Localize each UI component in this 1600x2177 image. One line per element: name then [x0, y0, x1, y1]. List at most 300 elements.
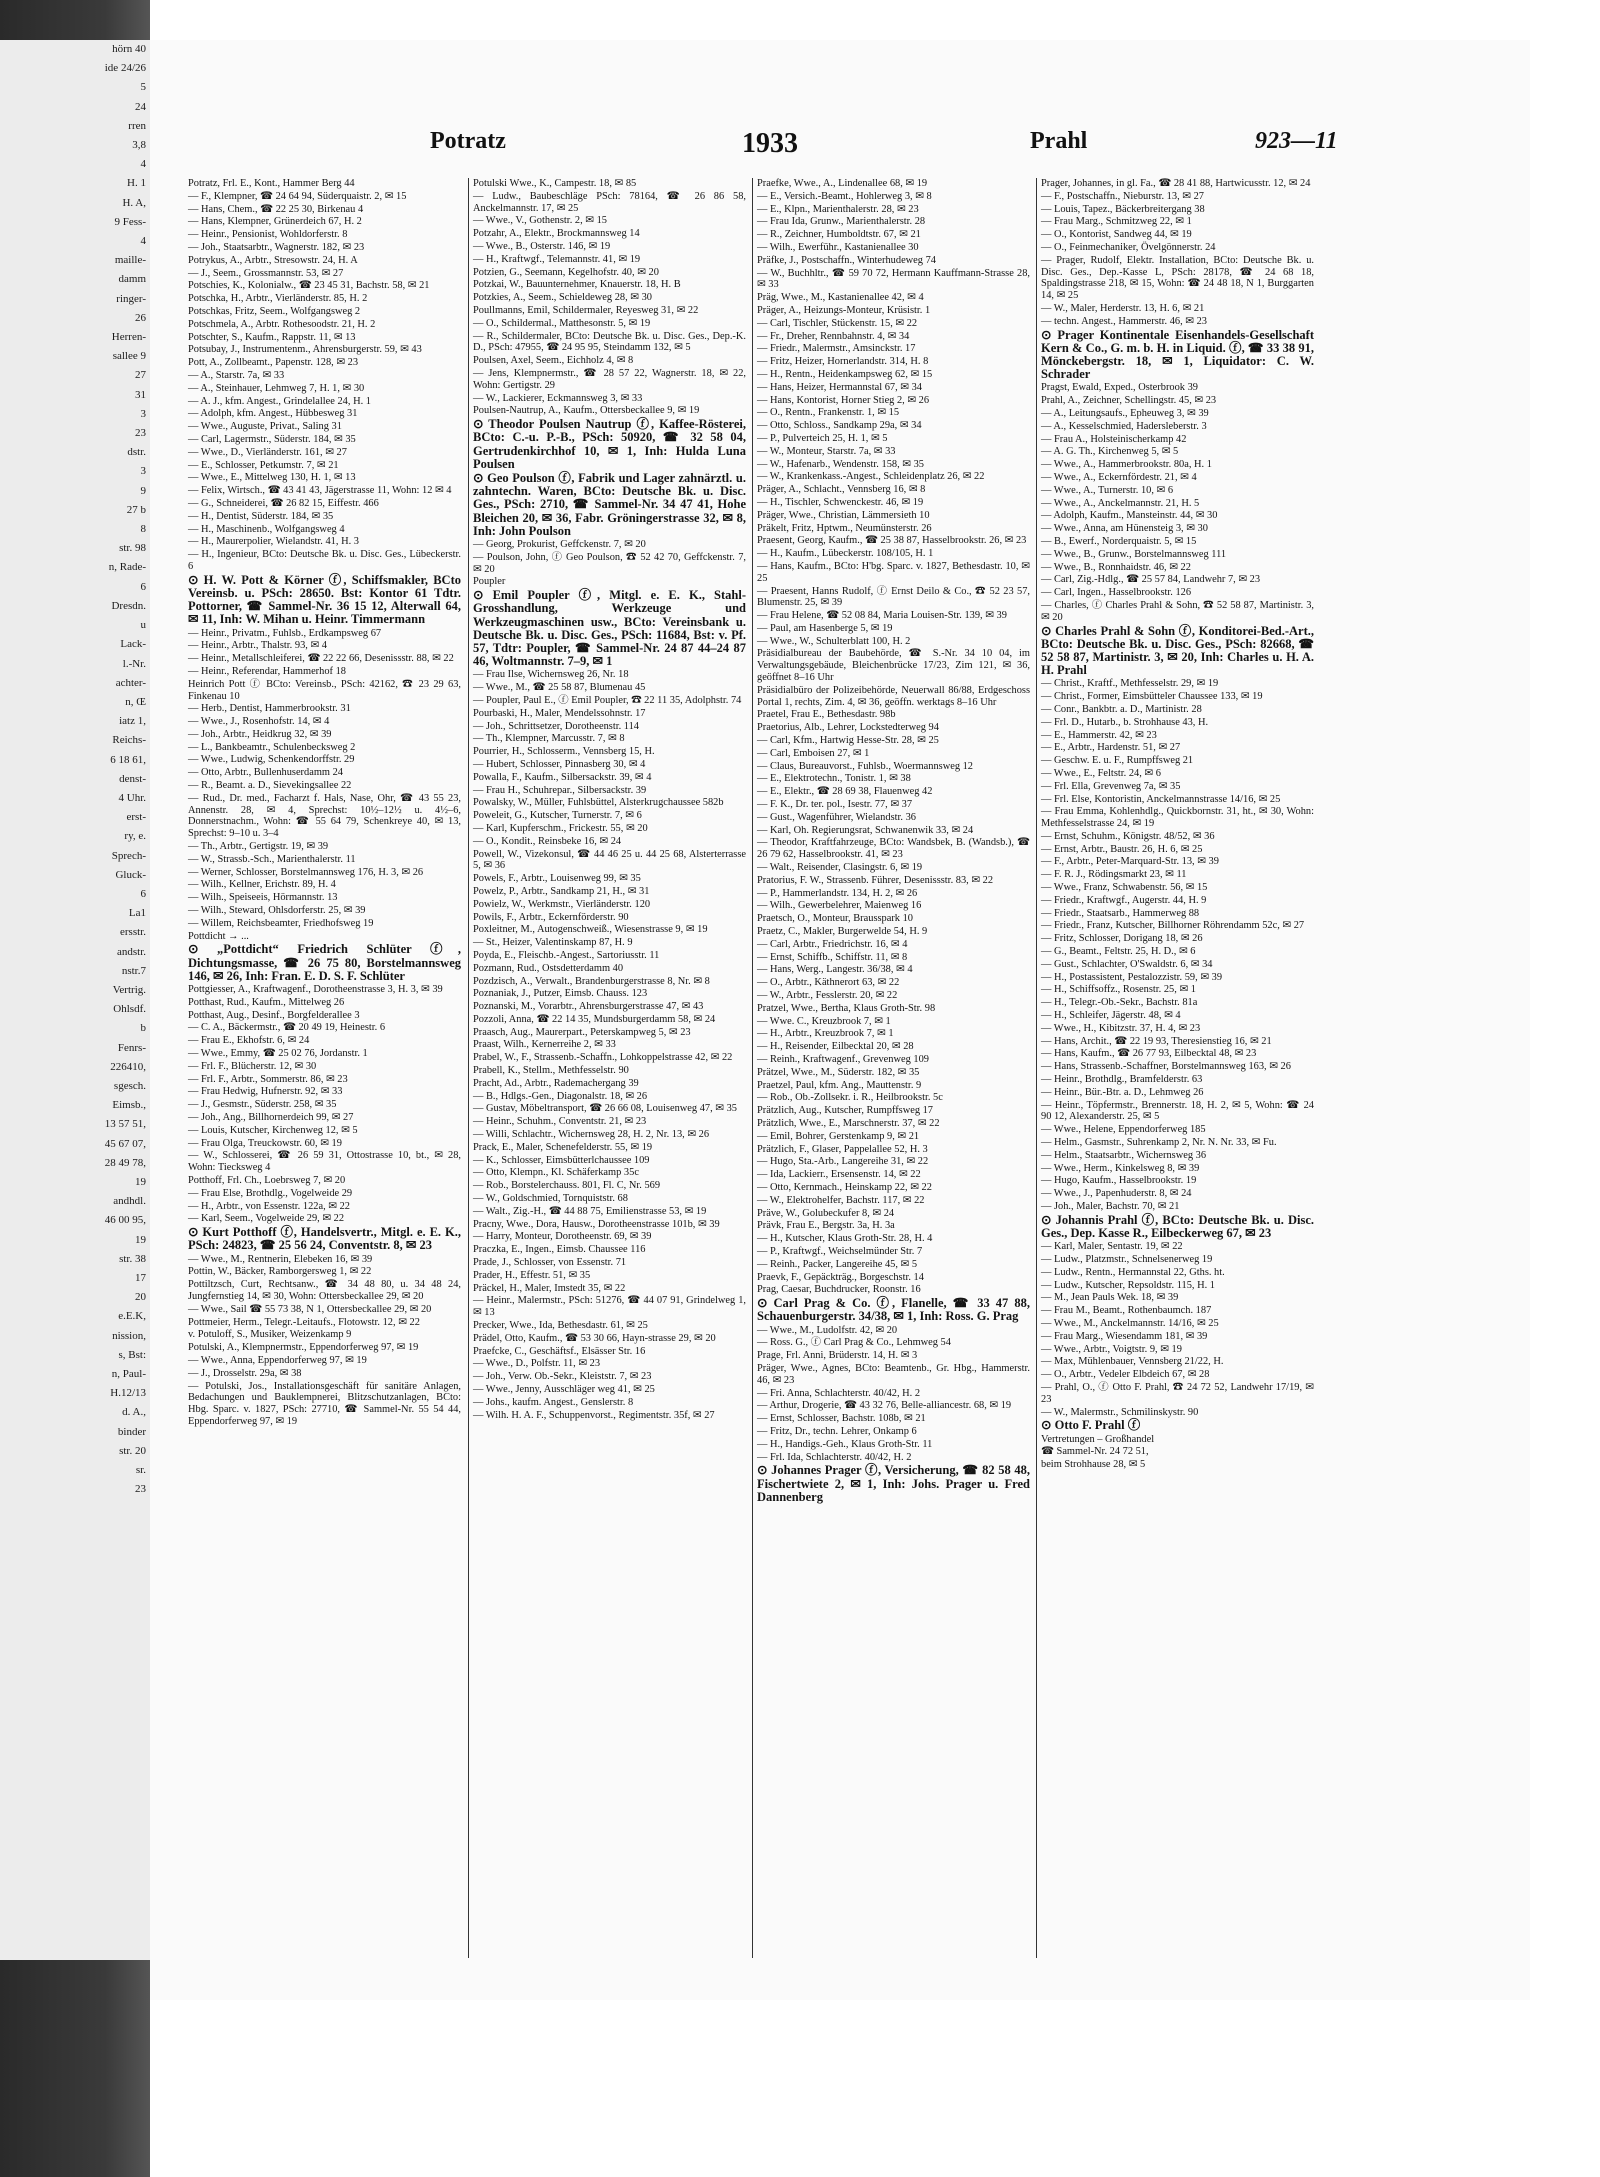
directory-entry: Pozdzisch, A., Verwalt., Brandenburgerstrasse 8, Nr. ✉ 8 [473, 975, 710, 987]
adjacent-page-fragment: ringer- [116, 292, 146, 305]
directory-entry: — Friedr., Franz, Kutscher, Billhorner Röhrendamm 52c, ✉ 27 [1041, 920, 1305, 932]
directory-entry: — Prager, Rudolf, Elektr. Installation, BCto: Deutsche Bk. u. Disc. Ges., Dep.-Kasse L, PSch: 28178, ☎ 24 68 18, Spaldingstrasse 218, ✉ 15, Wohn: ☎ 24 48 18, N 1, Burggarten 14, ✉ 25 [1041, 254, 1314, 302]
directory-entry: — Heinr., Schuhm., Conventstr. 21, ✉ 23 [473, 1116, 647, 1128]
directory-entry: — O., Arbtr., Vedeler Elbdeich 67, ✉ 28 [1041, 1369, 1210, 1381]
adjacent-page-fragment: 27 [135, 369, 146, 382]
adjacent-page-fragment: Dresdn. [111, 599, 146, 612]
directory-entry: — Wwe., Ludwig, Schenkendorffstr. 29 [188, 754, 355, 766]
directory-entry: — W., Malermstr., Schmilinskystr. 90 [1041, 1406, 1199, 1418]
directory-entry: Potratz, Frl. E., Kont., Hammer Berg 44 [188, 178, 355, 189]
directory-entry: — B., Ewerf., Norderquaistr. 5, ✉ 15 [1041, 535, 1197, 547]
directory-entry: ⊙ Otto F. Prahl ⓕ [1041, 1418, 1141, 1433]
directory-entry: Poulsen, Axel, Seem., Eichholz 4, ✉ 8 [473, 355, 634, 367]
directory-entry: — Ernst, Schiffb., Schiffstr. 11, ✉ 8 [757, 951, 908, 963]
directory-entry: — Fri. Anna, Schlachterstr. 40/42, H. 2 [757, 1387, 921, 1399]
directory-entry: Potzien, G., Seemann, Kegelhofstr. 40, ✉ 20 [473, 266, 659, 278]
directory-entry: — Wwe., Herm., Kinkelsweg 8, ✉ 39 [1041, 1162, 1200, 1174]
directory-entry: — R., Beamt. a. D., Sievekingsallee 22 [188, 780, 352, 792]
directory-entry: Powels, F., Arbtr., Louisenweg 99, ✉ 35 [473, 873, 641, 885]
directory-entry: — Wwe., Anna, Eppendorferweg 97, ✉ 19 [188, 1354, 367, 1366]
directory-entry: ⊙ Johannis Prahl ⓕ, BCto: Deutsche Bk. u. Disc. Ges., Dep. Kasse R., Eilbeckerweg 67, ✉ 23 [1041, 1212, 1314, 1240]
directory-entry: — H., Arbtr., von Essenstr. 122a, ✉ 22 [188, 1200, 350, 1212]
directory-entry: — Wwe., Jenny, Ausschläger weg 41, ✉ 25 [473, 1384, 655, 1395]
directory-entry: Potschter, S., Kaufm., Rappstr. 11, ✉ 13 [188, 331, 356, 343]
adjacent-page-fragment: Reichs- [112, 734, 146, 747]
adjacent-page-fragment: 6 [140, 887, 146, 900]
adjacent-page-fragment: 26 [135, 311, 146, 324]
directory-entry: — W., Strassb.-Sch., Marienthalerstr. 11 [188, 853, 356, 865]
adjacent-page-fragment: ersstr. [120, 926, 146, 939]
directory-entry: — Heinr., Metallschleiferei, ☎ 22 22 66, Desenissstr. 88, ✉ 22 [188, 653, 454, 665]
directory-entry: — H., Reisender, Eilbecktal 20, ✉ 28 [757, 1041, 914, 1053]
directory-entry: — K., Schlosser, Eimsbütterlchaussee 109 [473, 1154, 650, 1166]
adjacent-page-fragment: 27 b [126, 503, 146, 516]
directory-entry: — Conr., Bankbtr. a. D., Martinistr. 28 [1041, 703, 1202, 715]
directory-entry: — Georg, Prokurist, Geffckenstr. 7, ✉ 20 [473, 538, 646, 550]
adjacent-page-fragment: 226410, [110, 1060, 146, 1073]
directory-entry: — P., Hammerlandstr. 134, H. 2, ✉ 26 [757, 887, 918, 899]
directory-entry: — F. R. J., Rödingsmarkt 23, ✉ 11 [1041, 869, 1187, 881]
adjacent-page-fragment: 28 49 78, [104, 1156, 146, 1169]
directory-column-2 [468, 178, 749, 1958]
adjacent-page-fragment: 9 Fess- [114, 215, 146, 228]
directory-entry: — Joh., Arbtr., Heidkrug 32, ✉ 39 [188, 728, 332, 740]
directory-entry: ⊙ Johannes Prager ⓕ, Versicherung, ☎ 82 58 48, Fischertwiete 2, ✉ 1, Inh: Johs. Prager u. Fred Dannenberg [757, 1463, 1030, 1504]
directory-entry: — H., Kraftwgf., Telemannstr. 41, ✉ 19 [473, 253, 641, 265]
directory-entry: — Jens, Klempnermstr., ☎ 28 57 22, Wagnerstr. 18, ✉ 22, Wohn: Gertigstr. 29 [473, 367, 746, 391]
directory-entry: ⊙ Carl Prag & Co. ⓕ, Flanelle, ☎ 33 47 88, Schauenburgerstr. 34/38, ✉ 1, Inh: Ross. G. Prag [757, 1296, 1030, 1324]
adjacent-page-fragment: 23 [135, 427, 146, 440]
adjacent-page-fragment: ry, e. [124, 830, 146, 843]
directory-entry: Pottmeier, Herm., Telegr.-Leitaufs., Flotowstr. 12, ✉ 22 [188, 1316, 420, 1328]
directory-entry: — L., Bankbeamtr., Schulenbecksweg 2 [188, 741, 356, 753]
directory-entry: ☎ Sammel-Nr. 24 72 51, [1041, 1446, 1149, 1458]
directory-entry: Pratzel, Wwe., Bertha, Klaus Groth-Str. 98 [757, 1002, 936, 1014]
directory-entry: — Wwe., M., ☎ 25 58 87, Blumenau 45 [473, 682, 646, 694]
directory-entry: — Frau M., Beamt., Rothenbaumch. 187 [1041, 1305, 1212, 1317]
directory-entry: — Wwe., J., Papenhuderstr. 8, ✉ 24 [1041, 1188, 1192, 1200]
directory-entry: Poznaniak, J., Putzer, Eimsb. Chauss. 123 [473, 988, 648, 1000]
directory-entry: Prätzlich, Aug., Kutscher, Rumpffsweg 17 [757, 1105, 934, 1117]
directory-entry: — Wwe., B., Ronnhaidstr. 46, ✉ 22 [1041, 561, 1191, 573]
directory-entry: — Joh., Staatsarbtr., Wagnerstr. 182, ✉ 23 [188, 241, 365, 253]
directory-entry: — G., Schneiderei, ☎ 26 82 15, Eiffestr. 466 [188, 497, 379, 509]
directory-entry: Potschmela, A., Arbtr. Rothesoodstr. 21, H. 2 [188, 318, 376, 330]
directory-entry: — Wwe., B., Osterstr. 146, ✉ 19 [473, 240, 611, 252]
directory-entry: Praetorius, Alb., Lehrer, Lockstedterweg 94 [757, 722, 939, 734]
directory-entry: — Karl, Oh. Regierungsrat, Schwanenwik 33, ✉ 24 [757, 824, 974, 836]
directory-entry: — J., Drosselstr. 29a, ✉ 38 [188, 1367, 302, 1379]
directory-entry: — C. A., Bäckermstr., ☎ 20 49 19, Heinestr. 6 [188, 1022, 386, 1034]
directory-entry: Poupler [473, 576, 506, 588]
directory-entry: ⊙ „Pottdicht“ Friedrich Schlüter ⓕ, Dichtungsmasse, ☎ 26 75 80, Borstelmannsweg 146, ✉ 26, Inh: Fran. E. D. S. F. Schlüter [188, 942, 461, 983]
directory-entry: — H., Handigs.-Geh., Klaus Groth-Str. 11 [757, 1438, 933, 1450]
directory-entry: — Wwe., D., Vierländerstr. 161, ✉ 27 [188, 446, 347, 458]
adjacent-page-fragment: Gluck- [115, 868, 146, 881]
directory-entry: Potschies, K., Kolonialw., ☎ 23 45 31, Bachstr. 58, ✉ 21 [188, 280, 430, 292]
directory-entry: — H., Tischler, Schwenckestr. 46, ✉ 19 [757, 496, 924, 508]
directory-entry: Prage, Frl. Anni, Brüderstr. 14, H. ✉ 3 [757, 1350, 918, 1362]
adjacent-page-fragment: 5 [140, 81, 146, 94]
directory-entry: — Heinr., Töpfermstr., Brennerstr. 18, H. 2, ✉ 5, Wohn: ☎ 24 90 12, Alexanderstr. 25, ✉ 5 [1041, 1099, 1314, 1123]
directory-entry: — Wwe., H., Kibitzstr. 37, H. 4, ✉ 23 [1041, 1022, 1201, 1034]
directory-column-1 [184, 178, 464, 1958]
directory-entry: Powalla, F., Kaufm., Silbersackstr. 39, ✉ 4 [473, 771, 652, 783]
directory-entry: — Wilh., Kellner, Erichstr. 89, H. 4 [188, 879, 336, 891]
directory-entry: — H., Rentn., Heidenkampsweg 62, ✉ 15 [757, 368, 933, 380]
header-first-name: Potratz [430, 128, 506, 154]
directory-entry: — Poulson, John, ⓕ Geo Poulson, ☎ 52 42 70, Geffckenstr. 7, ✉ 20 [473, 551, 746, 575]
adjacent-page-fragment: ide 24/26 [104, 62, 146, 75]
directory-entry: — Frl. F., Arbtr., Sommerstr. 86, ✉ 23 [188, 1073, 348, 1085]
directory-entry: — Willi, Schlachtr., Wichernsweg 28, H. 2, Nr. 13, ✉ 26 [473, 1129, 710, 1141]
directory-entry: Potzahr, A., Elektr., Brockmannsweg 14 [473, 228, 640, 240]
directory-entry: — Ludw., Baubeschläge PSch: 78164, ☎ 26 86 58, Anckelmannstr. 17, ✉ 25 [473, 190, 746, 214]
directory-entry: — Joh., Ang., Billhornerdeich 99, ✉ 27 [188, 1112, 354, 1124]
directory-entry: — Friedr., Malermstr., Amsinckstr. 17 [757, 343, 916, 355]
directory-entry: — Frau Emma, Kohlenhdlg., Quickbornstr. 31, ht., ✉ 30, Wohn: Methfesselstrasse 24, ✉ 19 [1041, 806, 1314, 830]
directory-entry: Potschkas, Fritz, Seem., Wolfgangsweg 2 [188, 305, 361, 317]
directory-entry: — O., Feinmechaniker, Övelgönnerstr. 24 [1041, 241, 1216, 253]
directory-entry: — Joh., Schrittsetzer, Dorotheenstr. 114 [473, 720, 639, 732]
directory-entry: — Helm., Gasmstr., Suhrenkamp 2, Nr. N. Nr. 33, ✉ Fu. [1041, 1137, 1277, 1149]
directory-entry: — Christ., Former, Eimsbütteler Chaussee 133, ✉ 19 [1041, 691, 1263, 703]
directory-entry: — A. J., kfm. Angest., Grindelallee 24, H. 1 [188, 395, 371, 407]
directory-entry: — Paul, am Hasenberge 5, ✉ 19 [757, 622, 893, 634]
directory-entry: — Frau Hedwig, Hufnerstr. 92, ✉ 33 [188, 1086, 343, 1098]
directory-entry: ⊙ Prager Kontinentale Eisenhandels-Gesellschaft Kern & Co., G. m. b. H. in Liquid. ⓕ, ☎ 33 38 91, Mönckebergstr. 18, ✉ 1, Liquidator: C. W. Schrader [1041, 327, 1314, 382]
directory-entry: — H., Postassistent, Pestalozzistr. 59, ✉ 39 [1041, 971, 1223, 983]
directory-entry: Poyda, E., Fleischb.-Angest., Sartoriusstr. 11 [473, 949, 660, 961]
directory-entry: — Frl. Ella, Grevenweg 7a, ✉ 35 [1041, 780, 1181, 792]
directory-entry: — J., Gesmstr., Süderstr. 258, ✉ 35 [188, 1099, 337, 1111]
directory-entry: Präkelt, Fritz, Hptwm., Neumünsterstr. 26 [757, 522, 932, 534]
directory-entry: Powelz, P., Arbtr., Sandkamp 21, H., ✉ 31 [473, 885, 650, 897]
directory-entry: — Johs., kaufm. Angest., Genslerstr. 8 [473, 1396, 634, 1408]
directory-entry: Poulsen-Nautrup, A., Kaufm., Ottersbeckallee 9, ✉ 19 [473, 405, 700, 417]
directory-entry: Poxleitner, M., Autogenschweiß., Wiesenstrasse 9, ✉ 19 [473, 924, 708, 936]
directory-entry: — Gust., Wagenführer, Wielandstr. 36 [757, 811, 916, 823]
directory-entry: — Hans, Strassenb.-Schaffner, Borstelmannsweg 163, ✉ 26 [1041, 1061, 1291, 1073]
directory-entry: — Frl. F., Blücherstr. 12, ✉ 30 [188, 1060, 317, 1072]
directory-entry: — Wwe. C., Kreuzbrook 7, ✉ 1 [757, 1015, 891, 1027]
adjacent-page-fragment: binder [117, 1425, 146, 1438]
directory-entry: Praefke, Wwe., A., Lindenallee 68, ✉ 19 [757, 178, 928, 189]
adjacent-page-fragment: erst- [126, 811, 146, 824]
adjacent-page-fragment: 6 [140, 580, 146, 593]
directory-entry: Praetel, Frau E., Bethesdastr. 98b [757, 709, 896, 721]
directory-entry: Präger, A., Schlacht., Vennsberg 16, ✉ 8 [757, 484, 926, 496]
directory-entry: — Wwe., V., Gothenstr. 2, ✉ 15 [473, 215, 607, 227]
directory-entry: — Hubert, Schlosser, Pinnasberg 30, ✉ 4 [473, 758, 646, 770]
directory-entry: — Wwe., E., Mittelweg 130, H. 1, ✉ 13 [188, 472, 356, 484]
directory-entry: — E., Hammerstr. 42, ✉ 23 [1041, 729, 1157, 741]
directory-entry: — Carl, Lagermstr., Süderstr. 184, ✉ 35 [188, 433, 356, 445]
directory-entry: — Ludw., Platzmstr., Schnelsenerweg 19 [1041, 1254, 1213, 1265]
directory-entry: Praetzel, Paul, kfm. Ang., Mauttenstr. 9 [757, 1079, 922, 1091]
directory-entry: — Adolph, Kaufm., Mansteinstr. 44, ✉ 30 [1041, 510, 1218, 522]
directory-columns [184, 178, 1334, 1958]
directory-entry: — Frau Else, Brothdlg., Vogelweide 29 [188, 1187, 353, 1199]
directory-entry: — F., Arbtr., Peter-Marquard-Str. 13, ✉ 39 [1041, 856, 1219, 868]
directory-entry: Präger, Wwe., Agnes, BCto: Beamtenb., Gr. Hbg., Hammerstr. 46, ✉ 23 [757, 1362, 1030, 1386]
directory-entry: — Louis, Tapez., Bäckerbreitergang 38 [1041, 203, 1205, 215]
directory-entry: — Heinr., Bür.-Btr. a. D., Lehmweg 26 [1041, 1086, 1204, 1098]
header-year: 1933 [742, 128, 798, 159]
adjacent-page-fragment: sallee 9 [112, 350, 146, 363]
directory-entry: — Hans, Archit., ☎ 22 19 93, Theresienstieg 16, ✉ 21 [1041, 1035, 1272, 1047]
directory-entry: — Otto, Klempn., Kl. Schäferkamp 35c [473, 1167, 639, 1179]
adjacent-page-fragment: damm [118, 273, 146, 286]
directory-entry: — Wwe., A., Hammerbrookstr. 80a, H. 1 [1041, 459, 1212, 471]
directory-entry: — W., Monteur, Starstr. 7a, ✉ 33 [757, 445, 896, 457]
header-last-name: Prahl [1030, 128, 1088, 154]
directory-entry: Präfke, J., Postschaffn., Winterhudeweg 74 [757, 254, 936, 266]
directory-entry: — Rud., Dr. med., Facharzt f. Hals, Nase, Ohr, ☎ 43 55 23, Annenstr. 28, ✉ 4, Sprechst: 10½–12½ u. 4½–6, Donnerstnachm., Wohn: ☎ 55 64 79, Schenkreye 40, ✉ 13, Sprechst: 9–10 u. 3–4 [188, 792, 461, 840]
directory-entry: — Wwe., B., Grunw., Borstelmannsweg 111 [1041, 548, 1227, 560]
directory-entry: — Wwe., Auguste, Privat., Saling 31 [188, 421, 342, 433]
directory-entry: — Hans, Werg., Langestr. 36/38, ✉ 4 [757, 964, 913, 976]
directory-entry: — Frau Marg., Wiesendamm 181, ✉ 39 [1041, 1330, 1208, 1342]
directory-entry: Praczka, E., Ingen., Eimsb. Chaussee 116 [473, 1244, 646, 1256]
directory-entry: Pourbaski, H., Maler, Mendelssohnstr. 17 [473, 707, 646, 719]
adjacent-page-fragment: str. 20 [119, 1444, 146, 1457]
directory-entry: — Heinr., Privatm., Fuhlsb., Erdkampsweg 67 [188, 627, 382, 639]
directory-entry: — Heinr., Malermstr., PSch: 51276, ☎ 44 07 91, Grindelweg 1, ✉ 13 [473, 1295, 746, 1319]
adjacent-page-fragment: s, Bst: [118, 1348, 146, 1361]
directory-entry: — Heinr., Brothdlg., Bramfelderstr. 63 [1041, 1074, 1203, 1086]
directory-entry: Pottin, W., Bäcker, Ramborgersweg 1, ✉ 22 [188, 1266, 372, 1278]
directory-entry: — F., Klempner, ☎ 24 64 94, Süderquaistr. 2, ✉ 15 [188, 190, 407, 202]
adjacent-page-fragment: sgesch. [113, 1079, 146, 1092]
adjacent-page-fragment: Herren- [111, 331, 146, 344]
adjacent-page-fragment: u [140, 619, 146, 632]
directory-entry: — W., Schlosserei, ☎ 26 59 31, Ottostrasse 10, bt., ✉ 28, Wohn: Tiecksweg 4 [188, 1150, 461, 1174]
directory-entry: — Gust., Schlachter, O'Swaldstr. 6, ✉ 34 [1041, 958, 1213, 970]
directory-entry: — Heinr., Referendar, Hammerhof 18 [188, 665, 346, 677]
directory-entry: — E., Elektr., ☎ 28 69 38, Flauenweg 42 [757, 786, 933, 798]
adjacent-page-fragment: 13 57 51, [104, 1118, 146, 1131]
directory-entry: Prabell, K., Stellm., Methfesselstr. 90 [473, 1065, 629, 1077]
directory-entry: — H., Arbtr., Kreuzbrook 7, ✉ 1 [757, 1028, 894, 1040]
directory-entry: — Wwe., A., Turnerstr. 10, ✉ 6 [1041, 484, 1174, 496]
directory-entry: — Wilh., Speiseeis, Hörmannstr. 13 [188, 892, 338, 904]
directory-entry: — R., Schildermaler, BCto: Deutsche Bk. u. Disc. Ges., Dep.-K. D., PSch: 47955, ☎ 24 95 95, Steindamm 132, ✉ 5 [473, 330, 746, 354]
directory-entry: — H., Kaufm., Lübeckerstr. 108/105, H. 1 [757, 548, 934, 560]
directory-entry: Präsidialbüro der Polizeibehörde, Neuerwall 86/88, Erdgeschoss Portal 1, rechts, Zim. 4, ✉ 36, geöffn. werktags 8–16 Uhr [757, 684, 1030, 708]
directory-column-3 [752, 178, 1033, 1958]
directory-entry: Präger, A., Heizungs-Monteur, Krüsistr. 1 [757, 304, 931, 316]
directory-entry: — Wilh., Gewerbelehrer, Maienweg 16 [757, 900, 922, 912]
directory-entry: — E., Versich.-Beamt., Hohlerweg 3, ✉ 8 [757, 190, 932, 202]
directory-entry: Pratorius, F. W., Strassenb. Führer, Desenissstr. 83, ✉ 22 [757, 874, 994, 886]
directory-entry: — Poupler, Paul E., ⓕ Emil Poupler, ☎ 22 11 35, Adolphstr. 74 [473, 694, 742, 706]
directory-entry: — Otto, Schloss., Sandkamp 29a, ✉ 34 [757, 420, 922, 432]
directory-entry: — Rob., Borstelerchauss. 801, Fl. C, Nr. 569 [473, 1180, 661, 1192]
adjacent-page-fragment: rren [128, 119, 146, 132]
adjacent-page-fragment: 4 Uhr. [118, 791, 146, 804]
directory-entry: Pozzoli, Anna, ☎ 22 14 35, Mundsburgerdamm 58, ✉ 24 [473, 1013, 716, 1025]
directory-entry: — Ludw., Kutscher, Repsoldstr. 115, H. 1 [1041, 1279, 1215, 1291]
directory-entry: Potzkies, A., Seem., Schieldeweg 28, ✉ 30 [473, 292, 652, 304]
adjacent-page-fragment: hörn 40 [112, 43, 146, 55]
directory-entry: — Karl, Seem., Vogelweide 29, ✉ 22 [188, 1213, 345, 1225]
adjacent-page-fragment: iatz 1, [119, 715, 146, 728]
directory-entry: — Ernst, Schlosser, Bachstr. 108b, ✉ 21 [757, 1413, 926, 1425]
adjacent-page-fragment: 31 [135, 388, 146, 401]
directory-entry: — Potulski, Jos., Installationsgeschäft für sanitäre Anlagen, Bedachungen und Bauklempnerei, Blitzschutzanlagen, BCto: Hbg. Sparc. v. 1827, PSch: 27710, ☎ Sammel-Nr. 55 54 44, Eppendorferweg 97, ✉ 19 [188, 1380, 461, 1427]
directory-entry: — A., Leitungsaufs., Epheuweg 3, ✉ 39 [1041, 407, 1209, 419]
directory-entry: — Harry, Monteur, Dorotheenstr. 69, ✉ 39 [473, 1231, 652, 1243]
directory-entry: — Wwe., E., Feltstr. 24, ✉ 6 [1041, 767, 1161, 779]
directory-entry: — St., Heizer, Valentinskamp 87, H. 9 [473, 937, 633, 949]
directory-entry: Pottdicht → ... [188, 930, 249, 942]
directory-entry: Potthoff, Frl. Ch., Loebrsweg 7, ✉ 20 [188, 1175, 346, 1186]
directory-entry: — Adolph, kfm. Angest., Hübbesweg 31 [188, 408, 358, 420]
directory-entry: — Wwe., W., Schulterblatt 100, H. 2 [757, 635, 911, 647]
directory-entry: — M., Jean Pauls Wek. 18, ✉ 39 [1041, 1292, 1179, 1304]
adjacent-page-fragment: n, Œ [125, 695, 146, 708]
adjacent-page-fragment: 45 67 07, [104, 1137, 146, 1150]
directory-entry: — Joh., Maler, Bachstr. 70, ✉ 21 [1041, 1201, 1180, 1212]
directory-entry: Pott, A., Zollbeamt., Papenstr. 128, ✉ 23 [188, 357, 359, 369]
directory-entry: — Hans, Heizer, Hermannstal 67, ✉ 34 [757, 381, 922, 393]
adjacent-page-fragment: n, Paul- [111, 1368, 146, 1381]
directory-entry: — H., Dentist, Süderstr. 184, ✉ 35 [188, 510, 334, 522]
directory-entry: — Carl, Ingen., Hasselbrookstr. 126 [1041, 587, 1192, 599]
directory-entry: — E., Schlosser, Petkumstr. 7, ✉ 21 [188, 459, 339, 471]
directory-entry: — H., Kutscher, Klaus Groth-Str. 28, H. 4 [757, 1233, 933, 1245]
directory-entry: — Louis, Kutscher, Kirchenweg 12, ✉ 5 [188, 1124, 358, 1136]
directory-entry: — Frau Ida, Grunw., Marienthalerstr. 28 [757, 216, 926, 228]
directory-entry: beim Strohhause 28, ✉ 5 [1041, 1459, 1146, 1471]
adjacent-page-fragment: 4 [140, 158, 146, 171]
directory-entry: Präsidialbureau der Baubehörde, ☎ S.-Nr. 34 10 04, im Verwaltungsgebäude, Bleichenbrücke 17/23, Zim 121, ✉ 36, geöffnet 8–16 Uhr [757, 648, 1030, 684]
directory-entry: Prätzel, Wwe., M., Süderstr. 182, ✉ 35 [757, 1066, 920, 1078]
directory-entry: Praevk, F., Gepäckträg., Borgeschstr. 14 [757, 1271, 924, 1283]
directory-entry: — Frau Marg., Schmitzweg 22, ✉ 1 [1041, 216, 1192, 228]
directory-entry: — Max, Mühlenbauer, Vennsberg 21/22, H. [1041, 1356, 1224, 1368]
directory-entry: ⊙ H. W. Pott & Körner ⓕ, Schiffsmakler, BCto Vereinsb. u. PSch: 28650. Bst: Kontor 61 Tdtr. Pottorner, ☎ Sammel-Nr. 36 15 12, Alterwall 64, ✉ 11, Inh: W. Mihan u. Heinr. Timmermann [188, 572, 461, 627]
directory-entry: — Heinr., Arbtr., Thalstr. 93, ✉ 4 [188, 640, 327, 652]
adjacent-page-fragment: Ohlsdf. [113, 1003, 146, 1016]
directory-entry: Präckel, H., Maler, Imstedt 35, ✉ 22 [473, 1282, 626, 1294]
directory-entry: — Karl, Kupferschm., Frickestr. 55, ✉ 20 [473, 822, 648, 834]
page-header [170, 128, 1340, 168]
directory-entry: — H., Schleifer, Jägerstr. 48, ✉ 4 [1041, 1010, 1181, 1022]
directory-entry: Prävk, Frau E., Bergstr. 3a, H. 3a [757, 1220, 895, 1232]
directory-entry: — Wilh., Ewerführ., Kastanienallee 30 [757, 241, 919, 253]
directory-entry: — Fritz, Heizer, Hornerlandstr. 314, H. 8 [757, 356, 929, 368]
directory-entry: — G., Beamt., Feltstr. 25, H. D., ✉ 6 [1041, 946, 1196, 958]
directory-entry: — Joh., Verw. Ob.-Sekr., Kleiststr. 7, ✉ 23 [473, 1371, 652, 1383]
directory-entry: ⊙ Theodor Poulsen Nautrup ⓕ, Kaffee-Rösterei, BCto: C.-u. P.-B., PSch: 50920, ☎ 32 58 04, Gertrudenkirchhof 10, ✉ 1, Inh: Hulda Luna Poulsen [473, 417, 746, 471]
directory-entry: Powils, F., Arbtr., Eckernförderstr. 90 [473, 911, 629, 923]
adjacent-page-fragment: nstr.7 [121, 964, 146, 977]
directory-entry: — F. K., Dr. ter. pol., Isestr. 77, ✉ 37 [757, 799, 913, 811]
directory-entry: — Ross. G., ⓕ Carl Prag & Co., Lehmweg 54 [757, 1337, 951, 1349]
adjacent-page-fragment: 9 [140, 484, 146, 497]
adjacent-page-fragment: achter- [115, 676, 146, 689]
adjacent-page-fragment: dstr. [127, 446, 146, 459]
directory-entry: — Claus, Bureauvorst., Fuhlsb., Woermannsweg 12 [757, 760, 974, 772]
directory-entry: — Otto, Kernmach., Heinskamp 22, ✉ 22 [757, 1181, 932, 1193]
directory-entry: Prader, H., Effestr. 51, ✉ 35 [473, 1269, 591, 1281]
directory-entry: Poznanski, M., Vorarbtr., Ahrensburgerstrasse 47, ✉ 43 [473, 1001, 704, 1013]
directory-entry: Pourrier, H., Schlosserm., Vennsberg 15, H. [473, 746, 655, 758]
directory-entry: Prag, Caesar, Buchdrucker, Roonstr. 16 [757, 1284, 921, 1296]
directory-entry: — A., Starstr. 7a, ✉ 33 [188, 369, 285, 381]
directory-entry: Potrykus, A., Arbtr., Stresowstr. 24, H. A [188, 254, 358, 266]
adjacent-page-fragment: denst- [119, 772, 146, 785]
directory-entry: — Emil, Bohrer, Gerstenkamp 9, ✉ 21 [757, 1130, 920, 1142]
directory-entry: — Willem, Reichsbeamter, Friedhofsweg 19 [188, 917, 374, 929]
directory-entry: — Arthur, Drogerie, ☎ 43 32 76, Belle-alliancestr. 68, ✉ 19 [757, 1400, 1012, 1412]
directory-entry: Prabel, W., F., Strassenb.-Schaffn., Lohkoppelstrasse 42, ✉ 22 [473, 1052, 733, 1064]
directory-entry: — W., Krankenkass.-Angest., Schleidenplatz 26, ✉ 22 [757, 471, 985, 483]
directory-entry: — A., Kesselschmied, Hadersleberstr. 3 [1041, 420, 1207, 432]
directory-entry: Potulski Wwe., K., Campestr. 18, ✉ 85 [473, 178, 637, 189]
directory-entry: — Carl, Zig.-Hdlg., ☎ 25 57 84, Landwehr 7, ✉ 23 [1041, 574, 1261, 586]
adjacent-page-fragment: 23 [135, 1483, 146, 1496]
directory-entry: — Carl, Arbtr., Friedrichstr. 16, ✉ 4 [757, 938, 908, 950]
directory-entry: Powell, W., Vizekonsul, ☎ 44 46 25 u. 44 25 68, Alsterterrasse 5, ✉ 36 [473, 848, 746, 872]
directory-entry: Prätzlich, Wwe., E., Marschnerstr. 37, ✉ 22 [757, 1117, 940, 1129]
directory-entry: — B., Hdlgs.-Gen., Diagonalstr. 18, ✉ 26 [473, 1090, 648, 1102]
directory-entry: Prade, J., Schlosser, von Essenstr. 71 [473, 1257, 627, 1269]
directory-entry: — Frau Helene, ☎ 52 08 84, Maria Louisen-Str. 139, ✉ 39 [757, 610, 1007, 622]
directory-entry: Prack, E., Maler, Schenefelderstr. 55, ✉ 19 [473, 1141, 653, 1153]
directory-entry: — Theodor, Kraftfahrzeuge, BCto: Wandsbek, B. (Wandsb.), ☎ 26 79 62, Hasselbrookstr. 41, ✉ 23 [757, 837, 1030, 861]
directory-entry: — Hans, Chem., ☎ 22 25 30, Birkenau 4 [188, 203, 364, 215]
directory-entry: Precker, Wwe., Ida, Bethesdastr. 61, ✉ 25 [473, 1320, 648, 1332]
directory-entry: Vertretungen – Großhandel [1041, 1433, 1155, 1445]
directory-entry: — Walt., Zig.-H., ☎ 44 88 75, Emilienstrasse 53, ✉ 19 [473, 1205, 707, 1217]
directory-entry: Praesent, Georg, Kaufm., ☎ 25 38 87, Hasselbrookstr. 26, ✉ 23 [757, 535, 1027, 547]
directory-column-4 [1036, 178, 1317, 1958]
directory-entry: Praefcke, C., Geschäftsf., Elsässer Str. 16 [473, 1345, 646, 1357]
directory-entry: — Rob., Ob.-Zollsekr. i. R., Heilbrookstr. 5c [757, 1092, 943, 1104]
directory-entry: — Carl, Kfm., Hartwig Hesse-Str. 28, ✉ 25 [757, 735, 939, 747]
directory-entry: — Ernst, Arbtr., Baustr. 26, H. 6, ✉ 25 [1041, 843, 1203, 855]
directory-entry: — W., Goldschmied, Tornquiststr. 68 [473, 1193, 628, 1205]
directory-entry: Prahl, A., Zeichner, Schellingstr. 45, ✉ 23 [1041, 395, 1217, 407]
adjacent-page-fragment: sr. [135, 1464, 146, 1477]
directory-entry: — Heinr., Pensionist, Wohldorferstr. 8 [188, 229, 348, 241]
directory-entry: — W., Lackierer, Eckmannsweg 3, ✉ 33 [473, 392, 643, 404]
directory-entry: — Fritz, Schlosser, Dorigang 18, ✉ 26 [1041, 933, 1203, 945]
adjacent-page-fragment: 19 [135, 1175, 146, 1188]
directory-entry: — Charles, ⓕ Charles Prahl & Sohn, ☎ 52 58 87, Martinistr. 3, ✉ 20 [1041, 599, 1314, 623]
directory-entry: — Fr., Dreher, Rennbahnstr. 4, ✉ 34 [757, 330, 910, 342]
directory-entry: — W., Elektrohelfer, Bachstr. 117, ✉ 22 [757, 1194, 925, 1206]
directory-entry: — Carl, Emboisen 27, ✉ 1 [757, 747, 870, 759]
directory-entry: — Hans, Kontorist, Horner Stieg 2, ✉ 26 [757, 394, 930, 406]
directory-entry: — Frl. Else, Kontoristin, Anckelmannstrasse 14/16, ✉ 25 [1041, 793, 1281, 805]
directory-entry: — Reinh., Packer, Langereihe 45, ✉ 5 [757, 1258, 918, 1270]
directory-entry: Praasch, Aug., Maurerpart., Peterskampweg 5, ✉ 23 [473, 1026, 691, 1038]
directory-entry: Potthast, Rud., Kaufm., Mittelweg 26 [188, 996, 345, 1008]
directory-entry: — O., Arbtr., Käthnerort 63, ✉ 22 [757, 977, 900, 989]
directory-entry: — Ernst, Schuhm., Königstr. 48/52, ✉ 36 [1041, 830, 1215, 842]
adjacent-page-fragment: Fenrs- [117, 1041, 146, 1054]
adjacent-page-text [0, 40, 150, 1960]
header-page-number: 923—11 [1255, 128, 1338, 154]
directory-entry: — Frau A., Holsteinischerkamp 42 [1041, 433, 1187, 445]
adjacent-page-fragment: l.-Nr. [122, 657, 146, 670]
directory-entry: Potulski, A., Klempnermstr., Eppendorferweg 97, ✉ 19 [188, 1342, 419, 1354]
directory-entry: — Fritz, Dr., techn. Lehrer, Onkamp 6 [757, 1425, 917, 1437]
